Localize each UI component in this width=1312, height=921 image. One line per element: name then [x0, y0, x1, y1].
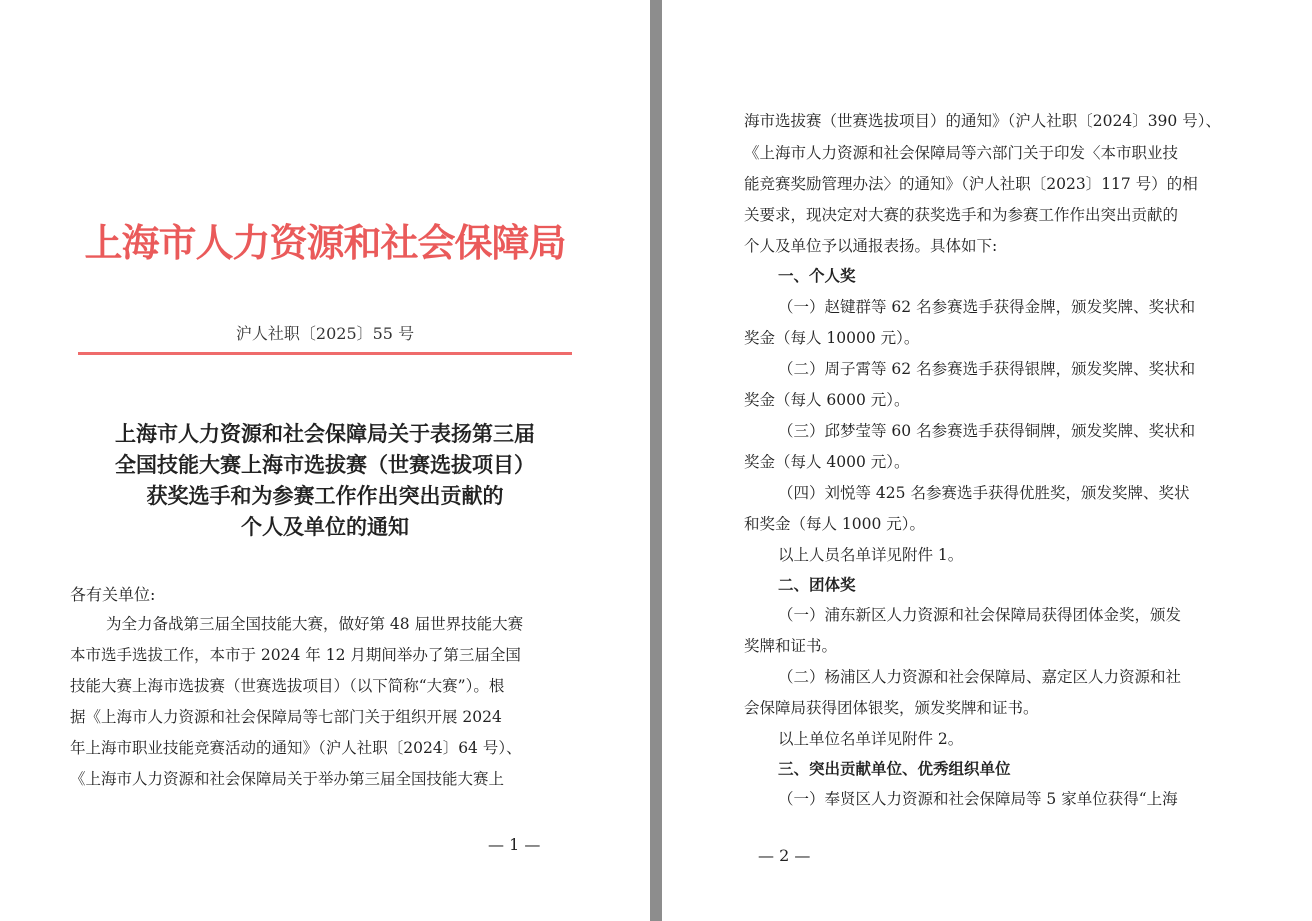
section-heading: 二、团体奖 — [778, 575, 856, 594]
page-number: — 1 — — [488, 835, 541, 854]
body-line: 本市选手选拔工作，本市于 2024 年 12 月期间举办了第三届全国 — [70, 646, 521, 664]
body-line: 为全力备战第三届全国技能大赛，做好第 48 届世界技能大赛 — [106, 615, 524, 633]
body-line: （二）周子霄等 62 名参赛选手获得银牌，颁发奖牌、奖状和 — [778, 360, 1196, 378]
letterhead: 上海市人力资源和社会保障局 — [84, 220, 566, 265]
body-line: 《上海市人力资源和社会保障局等六部门关于印发〈本市职业技 — [744, 144, 1179, 162]
body-line: 关要求，现决定对大赛的获奖选手和为参赛工作作出突出贡献的 — [744, 206, 1179, 224]
document-page-1 — [0, 0, 650, 921]
body-line: 年上海市职业技能竞赛活动的通知》（沪人社职〔2024〕64 号）、 — [70, 739, 522, 757]
body-line: （三）邱梦莹等 60 名参赛选手获得铜牌，颁发奖牌、奖状和 — [778, 422, 1196, 440]
body-line: （一）赵键群等 62 名参赛选手获得金牌，颁发奖牌、奖状和 — [778, 298, 1196, 316]
title-line: 获奖选手和为参赛工作作出突出贡献的 — [146, 483, 504, 508]
body-line: （一）奉贤区人力资源和社会保障局等 5 家单位获得“上海 — [778, 790, 1178, 808]
title-line: 个人及单位的通知 — [241, 514, 409, 539]
body-line: 技能大赛上海市选拔赛（世赛选拔项目）（以下简称“大赛”）。根 — [70, 677, 505, 695]
page-gutter — [650, 0, 662, 921]
section-heading: 三、突出贡献单位、优秀组织单位 — [778, 759, 1011, 778]
body-line: 奖牌和证书。 — [744, 637, 838, 655]
body-line: 以上单位名单详见附件 2。 — [778, 730, 964, 748]
salutation: 各有关单位: — [70, 585, 156, 604]
title-line: 上海市人力资源和社会保障局关于表扬第三届 — [115, 421, 535, 446]
body-line: 奖金（每人 6000 元）。 — [744, 391, 910, 409]
body-line: （二）杨浦区人力资源和社会保障局、嘉定区人力资源和社 — [778, 668, 1182, 686]
body-line: （四）刘悦等 425 名参赛选手获得优胜奖，颁发奖牌、奖状 — [778, 484, 1190, 502]
body-line: 个人及单位予以通报表扬。具体如下: — [744, 237, 998, 255]
body-line: 和奖金（每人 1000 元）。 — [744, 515, 926, 533]
body-line: 会保障局获得团体银奖，颁发奖牌和证书。 — [744, 699, 1039, 717]
body-line: 以上人员名单详见附件 1。 — [778, 546, 964, 564]
body-line: 奖金（每人 4000 元）。 — [744, 453, 910, 471]
document-page-2 — [662, 0, 1312, 921]
section-heading: 一、个人奖 — [778, 266, 856, 285]
notice-title — [40, 418, 610, 542]
body-line: 奖金（每人 10000 元）。 — [744, 329, 920, 347]
red-divider-rule — [78, 352, 572, 355]
body-line: 能竞赛奖励管理办法〉的通知》（沪人社职〔2023〕117 号）的相 — [744, 175, 1198, 193]
page-number: — 2 — — [758, 846, 811, 865]
body-line: 《上海市人力资源和社会保障局关于举办第三届全国技能大赛上 — [70, 770, 505, 788]
body-line: （一）浦东新区人力资源和社会保障局获得团体金奖，颁发 — [778, 606, 1182, 624]
body-line: 据《上海市人力资源和社会保障局等七部门关于组织开展 2024 — [70, 708, 502, 726]
title-line: 全国技能大赛上海市选拔赛（世赛选拔项目） — [115, 452, 535, 477]
body-line: 海市选拔赛（世赛选拔项目）的通知》（沪人社职〔2024〕390 号）、 — [744, 112, 1221, 130]
document-number: 沪人社职〔2025〕55 号 — [235, 324, 415, 343]
